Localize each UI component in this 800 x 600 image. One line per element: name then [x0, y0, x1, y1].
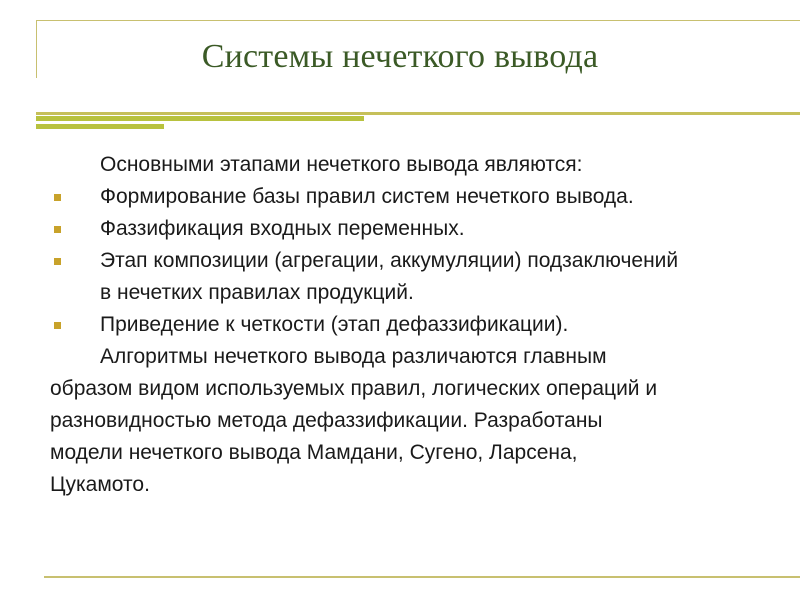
accent-bar-medium	[36, 116, 364, 121]
paragraph-line: модели нечеткого вывода Мамдани, Сугено, Ларсена,	[50, 441, 578, 464]
bullet-item	[50, 245, 780, 309]
paragraph-line: Алгоритмы нечеткого вывода различаются главным	[100, 345, 607, 368]
slide-body	[50, 149, 780, 501]
square-bullet-icon	[54, 258, 61, 265]
bullet-text: Формирование базы правил систем нечеткого вывода.	[100, 185, 634, 208]
bullet-item	[50, 181, 780, 213]
bullet-item	[50, 213, 780, 245]
paragraph-line: Цукамото.	[50, 473, 150, 496]
title-underline	[36, 112, 800, 115]
intro-text: Основными этапами нечеткого вывода являются:	[100, 153, 583, 176]
accent-bar-short	[36, 124, 164, 129]
title-frame-top-line	[36, 20, 800, 21]
square-bullet-icon	[54, 226, 61, 233]
bullet-text: Приведение к четкости (этап дефаззификации).	[100, 313, 569, 336]
paragraph-line: образом видом используемых правил, логических операций и	[50, 377, 658, 400]
paragraph-line: разновидностью метода дефаззификации. Разработаны	[50, 409, 603, 432]
square-bullet-icon	[54, 322, 61, 329]
square-bullet-icon	[54, 194, 61, 201]
bullet-text: Фаззификация входных переменных.	[100, 217, 465, 240]
bottom-rule	[44, 576, 800, 578]
bullet-text: Этап композиции (агрегации, аккумуляции) подзаключений	[100, 249, 679, 272]
slide-title: Системы нечеткого вывода	[201, 38, 599, 75]
bullet-item	[50, 309, 780, 341]
bullet-text-continuation: в нечетких правилах продукций.	[100, 281, 414, 304]
